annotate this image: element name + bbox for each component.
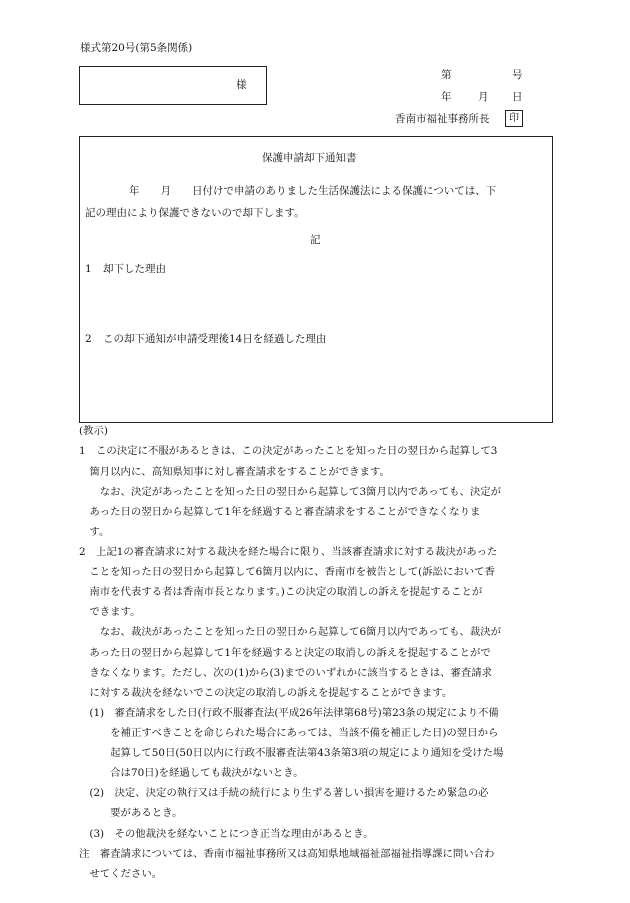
- instruction-line: す。: [79, 526, 110, 538]
- instruction-line: 要があるとき。: [79, 807, 183, 819]
- instruction-line: 2 上記1の審査請求に対する裁決を経た場合に限り、当該審査請求に対する裁決があった: [79, 546, 498, 558]
- reason-1-number: 1: [85, 263, 92, 275]
- document-number-label: 第: [441, 69, 452, 81]
- instruction-line: 1 この決定に不服があるときは、この決定があったことを知った日の翌日から起算して3: [79, 445, 498, 457]
- instruction-line: (2) 決定、決定の執行又は手続の続行により生ずる著しい損害を避けるため緊急の必: [79, 787, 489, 799]
- seal-mark: 印: [505, 110, 523, 127]
- instruction-line: きなくなります。ただし、次の(1)から(3)までのいずれかに該当するときは、審査請求: [79, 667, 493, 679]
- reason-1-label: 却下した理由: [103, 263, 166, 275]
- date-day-label: 日: [512, 91, 523, 103]
- instruction-line: あった日の翌日から起算して1年を経過すると審査請求をすることができなくなりま: [79, 506, 481, 518]
- instruction-line: 起算して50日(50日以内に行政不服審査法第43条第3項の規定により通知を受けた場: [79, 747, 504, 759]
- note-line: 注 審査請求については、香南市福祉事務所又は高知県地域福祉部福祉指導課に問い合わ: [79, 848, 495, 860]
- issuer-name: 香南市福祉事務所長: [395, 113, 490, 125]
- note-line: せてください。: [79, 868, 163, 880]
- instruction-heading: (教示): [79, 425, 108, 437]
- instruction-line: (1) 審査請求をした日(行政不服審査法(平成26年法律第68号)第23条の規定により不備: [79, 707, 499, 719]
- instruction-line: なお、決定があったことを知った日の翌日から起算して3箇月以内であっても、決定が: [79, 486, 502, 498]
- instruction-line: できます。: [79, 606, 141, 618]
- notice-body-line: 記の理由により保護できないので却下します。: [85, 207, 305, 219]
- date-year-label: 年: [441, 91, 452, 103]
- notice-box: [79, 136, 553, 423]
- instruction-line: 箇月以内に、高知県知事に対し審査請求をすることができます。: [79, 466, 390, 478]
- document-number-suffix: 号: [512, 69, 523, 81]
- date-month-label: 月: [478, 91, 489, 103]
- instruction-line: ことを知った日の翌日から起算して6箇月以内に、香南市を被告として(訴訟において香: [79, 566, 495, 578]
- instruction-line: 合は70日)を経過しても裁決がないとき。: [79, 767, 304, 779]
- instruction-line: なお、裁決があったことを知った日の翌日から起算して6箇月以内であっても、裁決が: [79, 626, 502, 638]
- instruction-line: 南市を代表する者は香南市長となります。)この決定の取消しの訴えを提起することが: [79, 586, 483, 598]
- reason-2-number: 2: [85, 333, 92, 345]
- instruction-line: に対する裁決を経ないでこの決定の取消しの訴えを提起することができます。: [79, 687, 453, 699]
- instruction-line: あった日の翌日から起算して1年を経過すると決定の取消しの訴えを提起することがで: [79, 647, 491, 659]
- notice-body-line: 年 月 日付けで申請のありました生活保護法による保護については、下: [129, 185, 497, 197]
- addressee-suffix: 様: [236, 79, 247, 91]
- notice-title: 保護申請却下通知書: [262, 152, 357, 164]
- ki-label: 記: [310, 234, 321, 246]
- form-number: 様式第20号(第5条関係): [80, 42, 193, 54]
- instruction-line: を補正すべきことを命じられた場合にあっては、当該不備を補正した日)の翌日から: [79, 727, 499, 739]
- reason-2-label: この却下通知が申請受理後14日を経過した理由: [103, 333, 327, 345]
- instruction-line: (3) その他裁決を経ないことにつき正当な理由があるとき。: [79, 828, 374, 840]
